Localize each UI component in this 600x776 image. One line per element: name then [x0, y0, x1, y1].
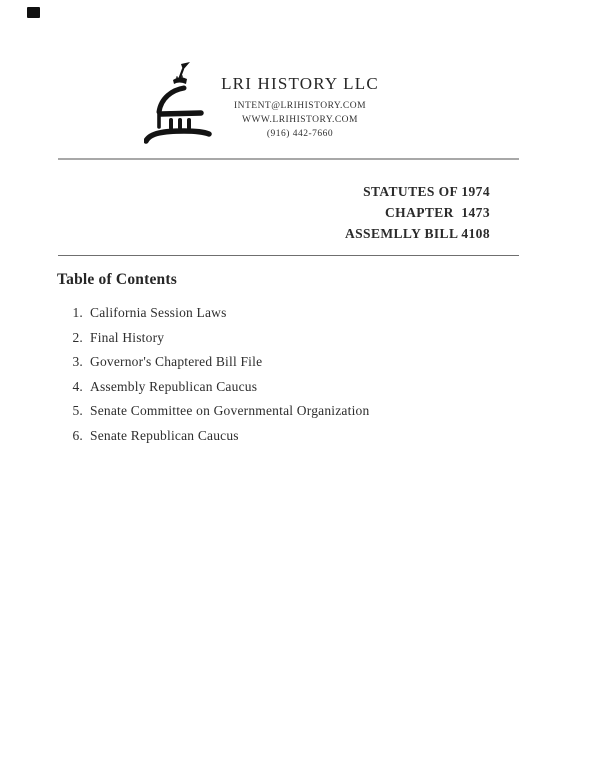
header-divider: [58, 158, 519, 160]
toc-item-label: Senate Republican Caucus: [90, 427, 239, 443]
broken-image-placeholder: [27, 7, 40, 18]
toc-item-number: 3.: [72, 354, 83, 370]
statute-line-statutes: STATUTES OF 1974: [363, 184, 490, 199]
toc-list: [71, 304, 369, 452]
toc-item-number: 2.: [72, 329, 83, 345]
toc-item: [71, 353, 369, 370]
toc-item-label: Governor's Chaptered Bill File: [90, 354, 263, 370]
toc-item-label: California Session Laws: [90, 305, 227, 320]
statute-divider: [58, 255, 519, 256]
toc-item-label: Assembly Republican Caucus: [90, 378, 258, 394]
toc-item-label: Final History: [90, 329, 165, 345]
statute-line-chapter: CHAPTER 1473: [385, 205, 490, 220]
toc-item-label: Senate Committee on Governmental Organization: [90, 403, 370, 419]
statute-line-bill: ASSEMLLY BILL 4108: [344, 226, 490, 241]
statute-block: [345, 181, 490, 244]
toc-item: [71, 304, 369, 321]
toc-item: [71, 427, 369, 444]
toc-item: [71, 402, 369, 419]
toc-item-number: 4.: [72, 378, 83, 394]
toc-item: [71, 329, 369, 346]
toc-heading: Table of Contents: [57, 271, 177, 288]
company-phone: (916) 442-7660: [266, 128, 334, 139]
company-email: INTENT@LRIHISTORY.COM: [233, 101, 367, 111]
company-name: LRI HISTORY LLC: [221, 74, 379, 93]
toc-item-number: 5.: [72, 403, 83, 419]
toc-item-number: 6.: [72, 427, 83, 443]
toc-item: [71, 378, 369, 395]
header: [170, 74, 430, 141]
toc-item-number: 1.: [72, 305, 83, 320]
contact-block: [170, 100, 430, 141]
company-website: WWW.LRIHISTORY.COM: [242, 114, 358, 125]
